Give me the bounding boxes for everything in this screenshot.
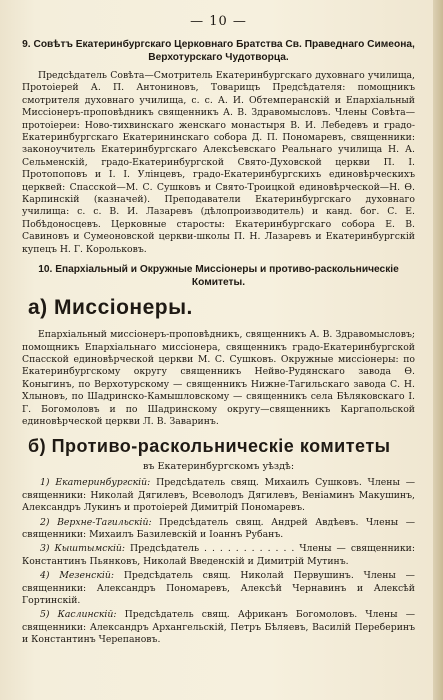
committee-text: Предсѣдатель свящ. Андрей Авдѣевъ. Члены — священники: Михаилъ Базилевскій и Іоаннъ Рубанъ. (22, 516, 415, 540)
committee-text: Предсѣдатель свящ. Михаилъ Сушковъ. Члены — священники: Николай Дягилевъ, Всеволодъ Дягилевъ, Веніаминъ Макушинъ, Александръ Лукинъ и протоіерей Димитрій Пономаревъ. (22, 477, 416, 514)
committee-place: 5) Каслинскій: (40, 609, 117, 621)
section-9 (22, 38, 415, 256)
list-item (22, 477, 415, 514)
section-9-title-line1: 9. Совѣтъ Екатеринбургскаго Церковнаго Братства Св. Праведнаго Симеона, (22, 39, 415, 50)
section-10-title-line2: Комитеты. (191, 277, 246, 289)
committee-place: 4) Мезенскій: (40, 570, 114, 582)
part-a-body: Епархіальный миссіонеръ-проповѣдникъ, священникъ А. В. Здравомысловъ; помощникъ Епархіальнаго миссіонера, священникъ градо-Екатеринбургской Спасской единовѣрческой церкви М. С. Сушковъ. Окружные миссіонеры: по Екатеринбургскому округу священникъ Нейво-Рудянскаго завода Ѳ. Коныгинъ, по Верхотурскому — священникъ Нижне-Тагильскаго завода С. Н. Хлыновъ, по Шадринско-Камышловскому — священникъ села Бѣляковскаго І. Г. Богомоловъ и по Шадринскому округу—священникъ Каргапольской единовѣрческой церкви Л. В. Заваринъ. (22, 329, 415, 427)
page-edge-shadow (433, 0, 443, 700)
committee-place: 3) Кыштымскій: (40, 543, 126, 555)
page-number: — 10 — (190, 14, 247, 29)
list-item (22, 543, 415, 568)
section-10 (22, 263, 415, 289)
part-a (22, 295, 415, 428)
committee-text: Предсѣдатель свящ. Николай Первушинъ. Члены — священники: Александръ Пономаревъ, Алексѣй Чернавинъ и Алексѣй Гортинскій. (22, 570, 415, 606)
list-item (22, 570, 415, 607)
section-9-title-line2: Верхотурскаго Чудотворца. (148, 52, 289, 63)
section-9-body: Предсѣдатель Совѣта—Смотритель Екатеринбургскаго духовнаго училища, Протоіерей А. П. Антониновъ, Товарищъ Предсѣдателя: помощникъ смотрителя духовнаго училища, с. с. А. И. Обтемперанскій и Епархіальный Миссіонеръ-проповѣдникъ священникъ А. В. Здравомысловъ. Члены Совѣта—протоіереи: Ново-тихвинскаго женскаго монастыря В. И. Лебедевъ и градо-Екатеринбургскаго Екатерининскаго собора Д. П. Пономаревъ, священники: законоучитель Екатеринбургскаго Алексѣевскаго Реальнаго училища Н. А. Сельменскій, градо-Екатеринбургской Свято-Духовской церкви П. І. Протопоповъ и І. І. Улінцевъ, градо-Екатеринбургскихъ единовѣрческихъ церквей: Спасской—М. С. Сушковъ и Свято-Троицкой единовѣрческой—Н. Ѳ. Карпинскій (казначей). Преподаватели Екатеринбургскаго духовнаго училища: с. с. В. И. Лазаревъ (дѣлопроизводитель) и канд. бог. С. Е. Побѣдоносцевъ. Церковные старосты: Екатеринбургскаго собора Е. В. Савиновъ и Сумеоновской церкви-школы П. Н. Лазаревъ и Екатеринбургскій купецъ Н. Г. Корольковъ. (22, 70, 415, 255)
committee-text: Предсѣдатель . . . . . . . . . . . . Члены — священники: Константинъ Пьянковъ, Николай Введенскій и Димитрій Мутинъ. (22, 543, 415, 567)
committee-place: 1) Екатеринбургскій: (40, 477, 151, 489)
list-item (22, 609, 415, 646)
part-b (22, 434, 415, 646)
committee-text: Предсѣдатель свящ. Африканъ Богомоловъ. Члены — священники: Александръ Архангельскій, Петръ Бѣляевъ, Василій Переберинъ и Константинъ Черепановъ. (22, 609, 415, 646)
part-a-heading: а) Миссіонеры. (28, 296, 193, 320)
committee-place: 2) Верхне-Тагильскій: (40, 516, 152, 528)
list-item (22, 517, 415, 542)
part-b-heading: б) Противо-раскольническіе комитеты (28, 436, 391, 457)
committee-list (22, 477, 415, 646)
part-b-subheading: въ Екатеринбургскомъ уѣздѣ: (142, 461, 295, 473)
section-10-title-line1: 10. Епархіальный и Окружные Миссіонеры и противо-раскольническіе (38, 264, 399, 276)
